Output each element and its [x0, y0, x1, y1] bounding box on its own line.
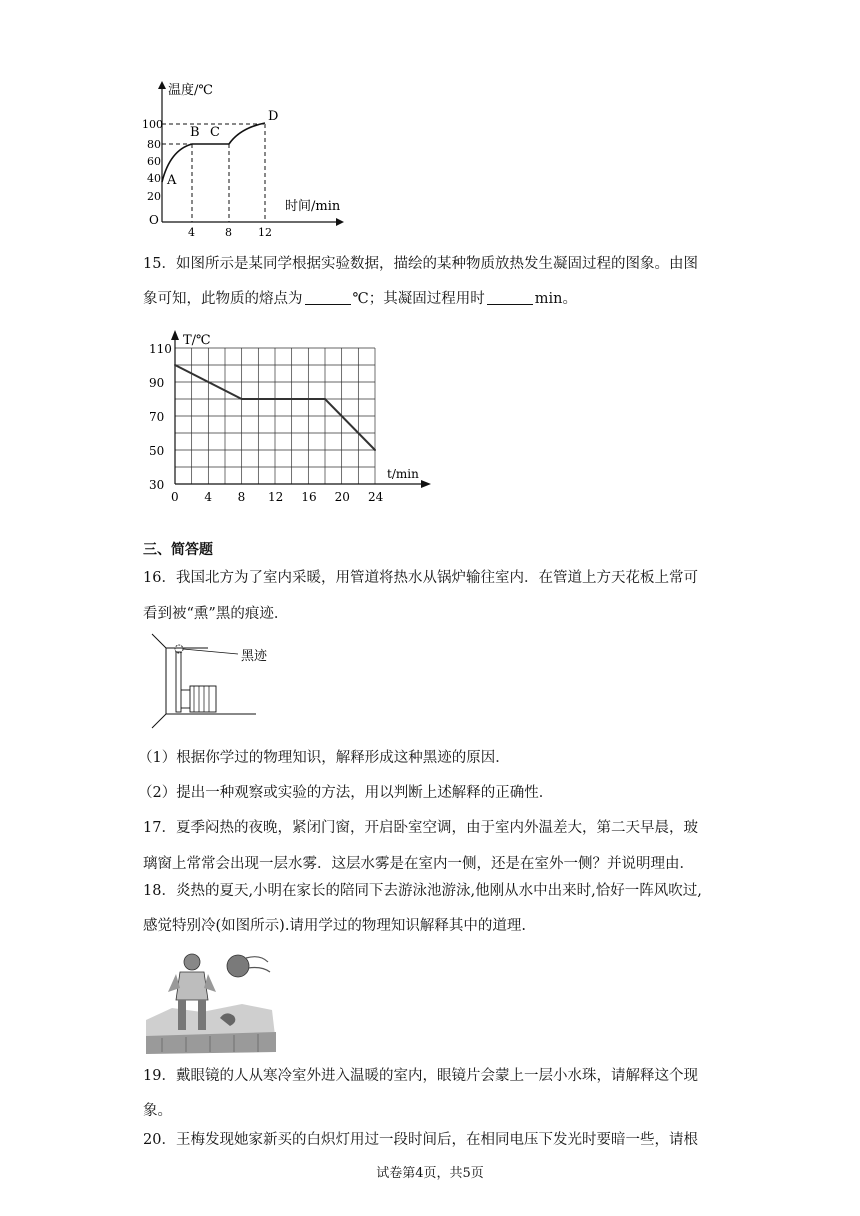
answer-blank[interactable] — [487, 290, 533, 305]
fig14-point-label: D — [268, 109, 279, 124]
x-tick-label: 12 — [268, 490, 284, 504]
fig14-ytick: 40 — [147, 172, 161, 185]
q20-line1 — [143, 1130, 723, 1150]
fig14-origin: O — [149, 213, 159, 227]
fig14-ytick: 80 — [147, 138, 161, 151]
q19-line1 — [143, 1066, 723, 1086]
q17-line2: 璃窗上常常会出现一层水雾．这层水雾是在室内一侧，还是在室外一侧？并说明理由． — [143, 856, 694, 872]
q15-text: min。 — [534, 291, 577, 307]
q15-line1 — [143, 254, 723, 274]
soot-label: 黑迹 — [241, 649, 268, 664]
fig14-ytick: 60 — [147, 155, 161, 168]
fig14-ylabel: 温度/℃ — [168, 83, 213, 98]
data-point — [324, 398, 326, 400]
y-tick-label: 110 — [149, 342, 172, 356]
q15-number: 15． — [143, 256, 176, 272]
y-tick-label: 50 — [149, 444, 165, 458]
fig14-point-label: A — [167, 173, 177, 188]
x-tick-label: 8 — [237, 490, 246, 504]
q20-text: 王梅发现她家新买的白炽灯用过一段时间后，在相同电压下发光时要暗一些，请根 — [175, 1132, 698, 1148]
q18-line2: 感觉特别冷(如图所示).请用学过的物理知识解释其中的道理. — [143, 918, 527, 934]
fig14-heating-graph — [140, 78, 350, 238]
q15-line2 — [143, 289, 723, 309]
x-tick-label: 20 — [334, 490, 350, 504]
q16-sub1: （1）根据你学过的物理知识，解释形成这种黑迹的原因． — [138, 750, 510, 766]
page-footer: 试卷第4页，共5页 — [376, 1166, 484, 1181]
q16-line1 — [143, 568, 723, 588]
q19-line2: 象。 — [143, 1103, 172, 1119]
y-tick-label: 70 — [149, 410, 165, 424]
fig14-xtick: 12 — [258, 226, 272, 238]
fig14-ytick: 100 — [142, 118, 163, 131]
q17-number: 17． — [143, 820, 176, 836]
data-point — [374, 449, 376, 451]
q16-text: 我国北方为了室内采暖，用管道将热水从锅炉输往室内．在管道上方天花板上常可 — [175, 570, 698, 586]
y-axis-arrow — [171, 330, 179, 340]
q20-number: 20． — [143, 1132, 176, 1148]
fig14-point-label: B — [190, 125, 200, 140]
q16-heating-pipe-figure — [146, 632, 276, 730]
q18-text: 炎热的夏天,小明在家长的陪同下去游泳池游泳,他刚从水中出来时,恰好一阵风吹过, — [175, 883, 702, 899]
x-tick-label: 24 — [368, 490, 384, 504]
x-axis-arrow — [421, 480, 431, 488]
q15-text: 象可知，此物质的熔点为 — [143, 291, 303, 307]
q15-text: 如图所示是某同学根据实验数据，描绘的某种物质放热发生凝固过程的图象。由图 — [175, 256, 698, 272]
y-tick-label: 30 — [149, 478, 165, 492]
fig14-xtick: 8 — [225, 226, 232, 238]
data-point — [174, 364, 176, 366]
data-point — [241, 398, 243, 400]
q19-number: 19． — [143, 1068, 176, 1084]
y-axis-label: T/℃ — [183, 333, 211, 348]
x-tick-label: 0 — [171, 490, 179, 504]
answer-blank[interactable] — [305, 290, 351, 305]
q18-line1 — [143, 881, 723, 901]
q18-number: 18． — [143, 883, 176, 899]
q16-sub2: （2）提出一种观察或实验的方法，用以判断上述解释的正确性． — [138, 785, 554, 801]
q15-cooling-chart — [140, 328, 440, 510]
q19-text: 戴眼镜的人从寒冷室外进入温暖的室内，眼镜片会蒙上一层小水珠，请解释这个现 — [175, 1068, 698, 1084]
fig14-ytick: 20 — [147, 190, 161, 203]
q15-text: ℃；其凝固过程用时 — [352, 291, 485, 307]
q16-number: 16． — [143, 570, 176, 586]
fig14-point-label: C — [210, 125, 220, 140]
fig14-xtick: 4 — [188, 226, 195, 238]
q17-line1 — [143, 818, 723, 838]
x-axis-label: t/min — [387, 467, 419, 481]
y-tick-label: 90 — [149, 376, 165, 390]
section-title: 三、简答题 — [143, 542, 213, 558]
q18-swimmer-in-wind-illustration — [142, 948, 278, 1056]
q17-text: 夏季闷热的夜晚，紧闭门窗，开启卧室空调，由于室内外温差大，第二天早晨，玻 — [175, 820, 698, 836]
fig14-xlabel: 时间/min — [285, 199, 341, 214]
q16-line2: 看到被“熏”黑的痕迹． — [143, 606, 289, 622]
x-tick-label: 16 — [301, 490, 317, 504]
x-tick-label: 4 — [204, 490, 212, 504]
